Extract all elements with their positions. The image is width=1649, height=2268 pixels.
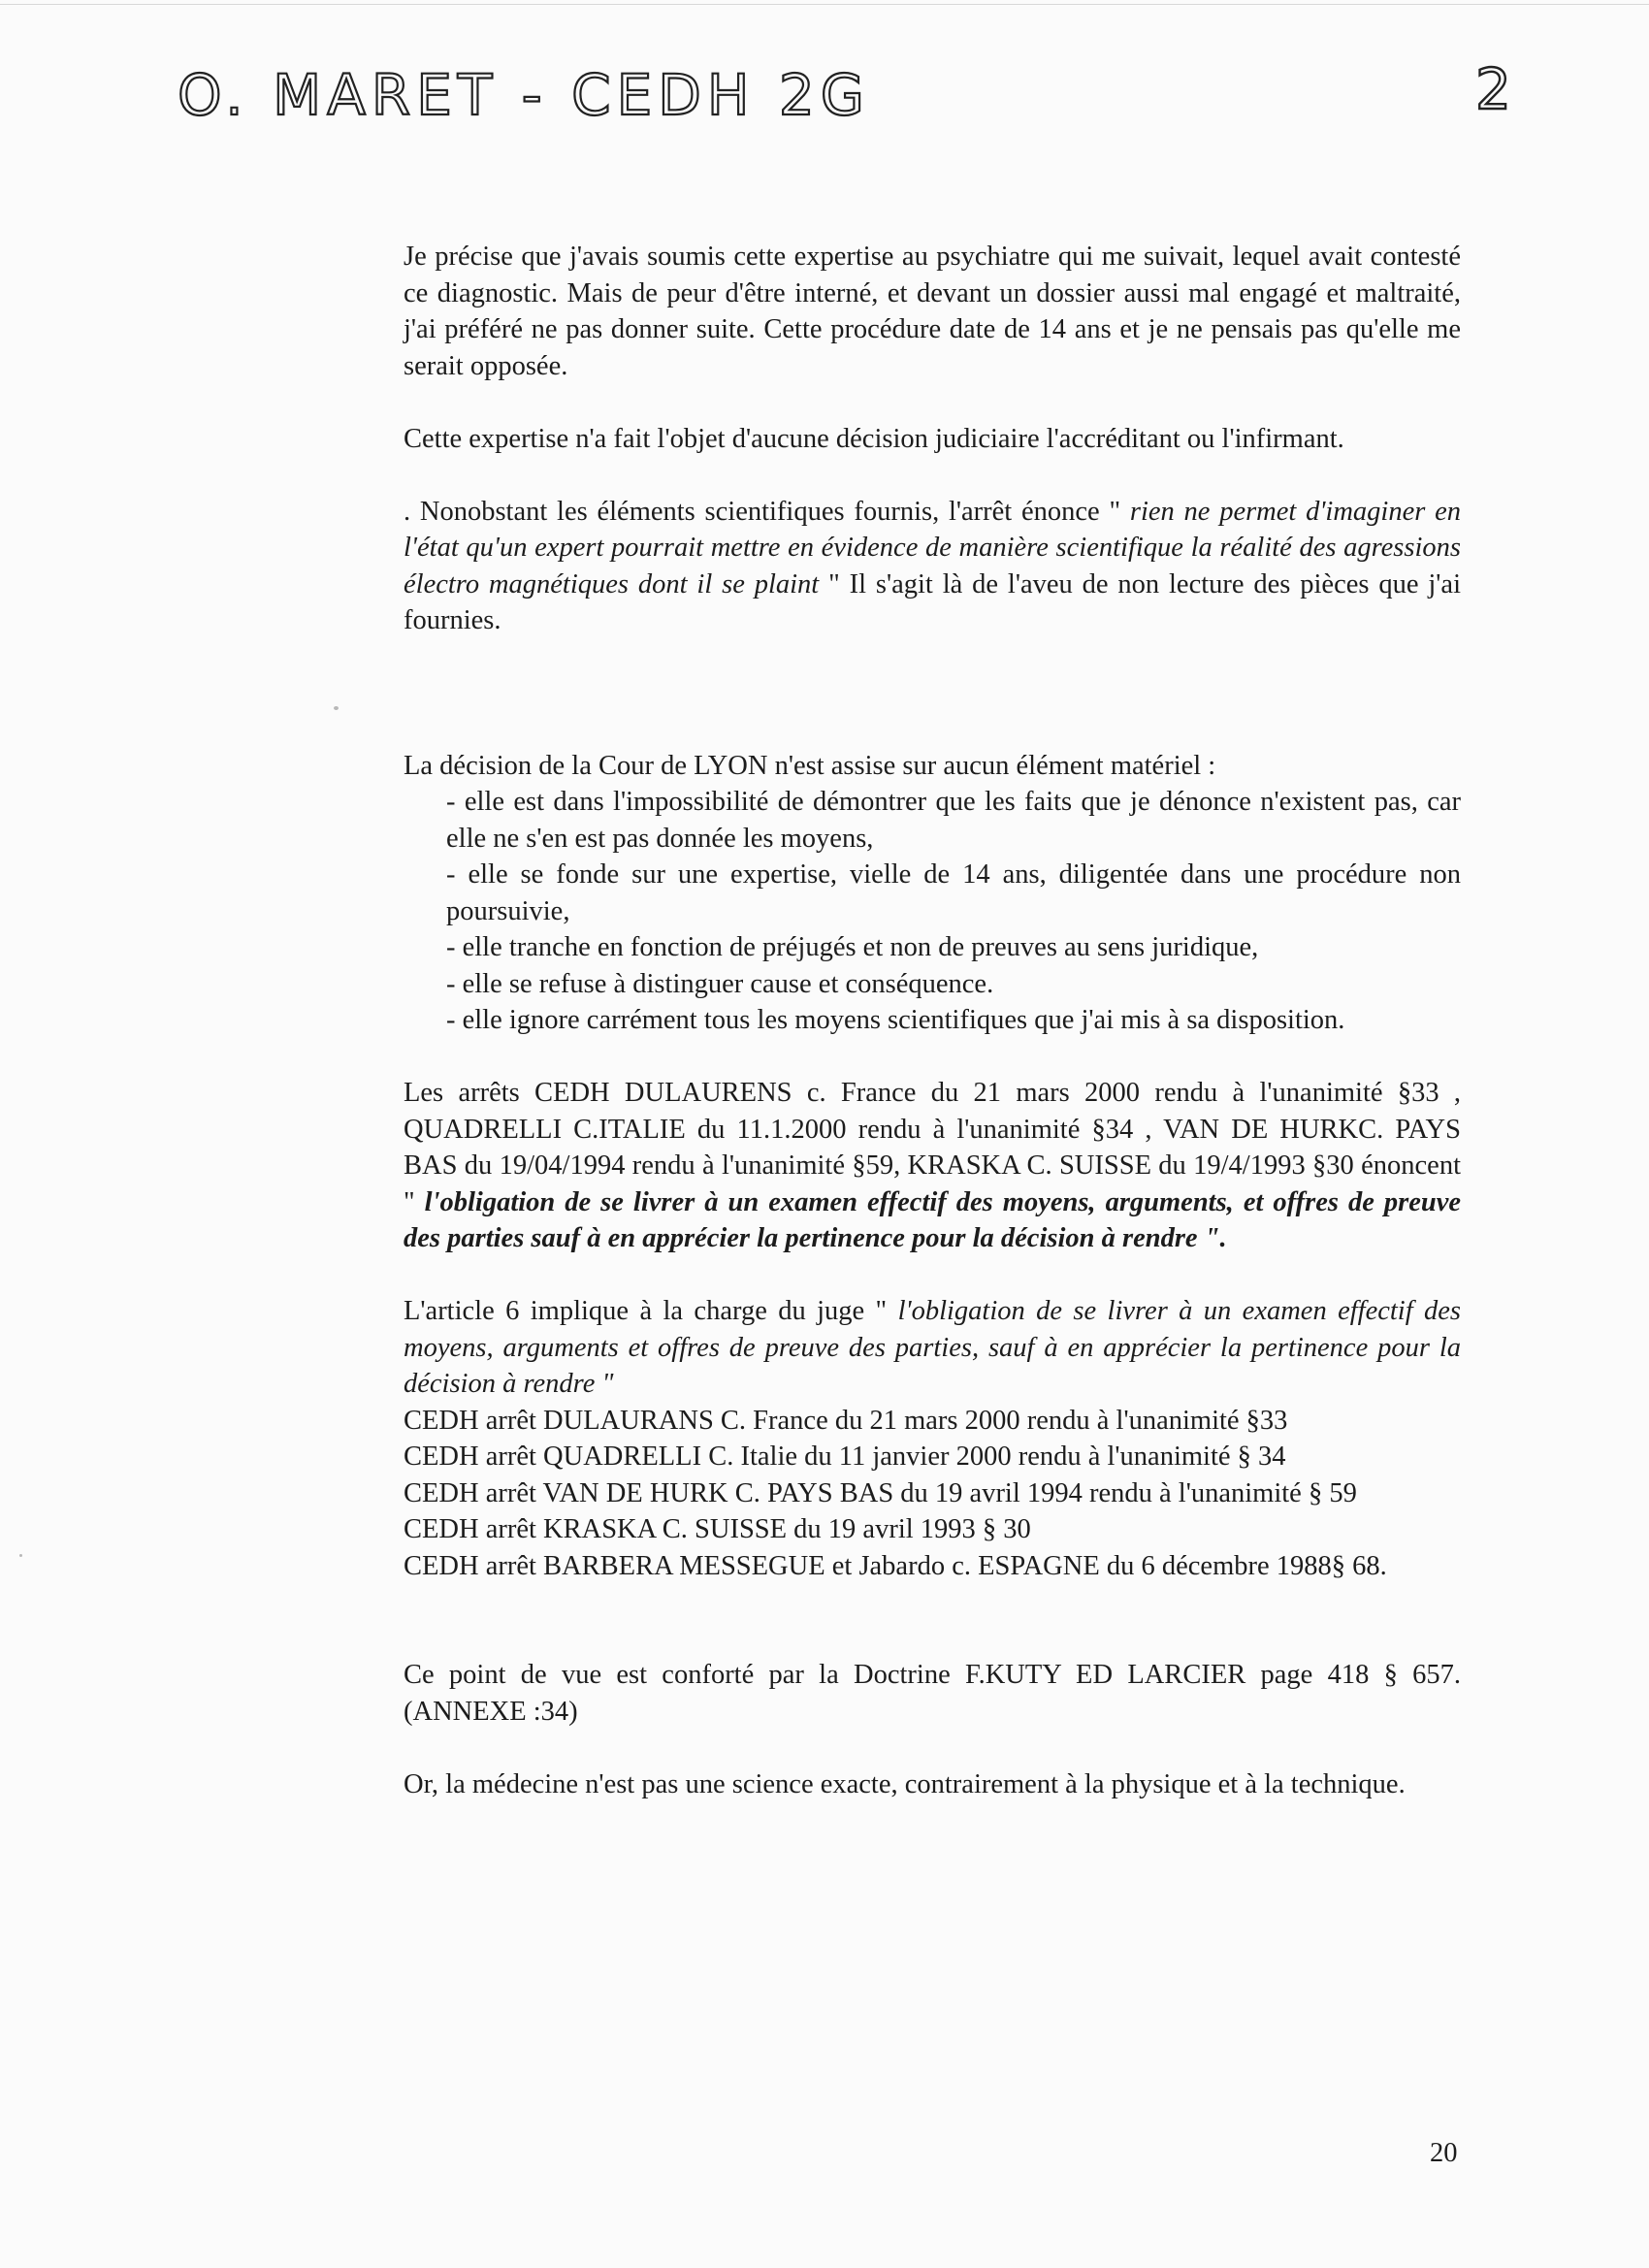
scan-speck [19,1554,22,1557]
article6-end: " [601,1369,614,1399]
scan-speck [334,706,339,710]
handwritten-annotation [170,39,1023,146]
list-item-cause-consequence: - elle se refuse à distinguer cause et conséquence. [446,968,994,999]
nonobstant-end: " Il s'agit là de l'aveu de non lecture des pièces que j'ai fournies. [404,568,1461,635]
article6-start: L'article 6 implique à la charge du juge " [404,1296,888,1326]
paragraph-article-6 [404,1293,1461,1403]
paragraph-medecine: Or, la médecine n'est pas une science exacte, contrairement à la physique et à la technique. [404,1768,1406,1799]
arrets-start: Les arrêts CEDH DULAURENS c. France du 21 mars 2000 rendu à l'unanimité §33 , QUADRELLI C.ITALIE du 11.1.2000 rendu à l'unanimité §34 , VAN DE HURKC. PAYS BAS du 19/04/1994 rendu à l'unanimité §59, KRASKA C. SUISSE du 19/4/1993 §30 énoncent " [404,1078,1461,1217]
list-item-prejuges: - elle tranche en fonction de préjugés et non de preuves au sens juridique, [446,932,1259,962]
nonobstant-start: . Nonobstant les éléments scientifiques fournis, l'arrêt énonce " [404,496,1121,527]
page-number: 20 [1430,2138,1458,2168]
citation-barbera: CEDH arrêt BARBERA MESSEGUE et Jabardo c. ESPAGNE du 6 décembre 1988§ 68. [404,1550,1387,1581]
handwritten-annotation-text: O. MARET - CEDH 2G [178,62,870,128]
paragraph-cour-lyon-intro: La décision de la Cour de LYON n'est assise sur aucun élément matériel : [404,750,1216,781]
arrets-end: ". [1204,1223,1227,1253]
handwritten-corner-mark [1470,49,1547,126]
arrets-quote: l'obligation de se livrer à un examen effectif des moyens, arguments, et offres de preuve des parties sauf à en apprécier la pertinence pour la décision à rendre [404,1186,1461,1253]
paragraph-arrets-cedh [404,1075,1461,1257]
paragraph-expertise-decision: Cette expertise n'a fait l'objet d'aucune décision judiciaire l'accréditant ou l'infirmant. [404,423,1344,454]
nonobstant-quote: rien ne permet d'imaginer en l'état qu'un expert pourrait mettre en évidence de manière scientifique la réalité des agressions électro magnétiques dont il se plaint [404,496,1462,599]
list-item-expertise-vieille: - elle se fonde sur une expertise, vielle de 14 ans, diligentée dans une procédure non poursuivie, [446,859,1461,926]
document-body [404,239,1461,1802]
citation-quadrelli: CEDH arrêt QUADRELLI C. Italie du 11 janvier 2000 rendu à l'unanimité § 34 [404,1442,1286,1472]
corner-mark-text: 2 [1475,56,1511,122]
list-item-moyens-scientifiques: - elle ignore carrément tous les moyens scientifiques que j'ai mis à sa disposition. [446,1005,1345,1035]
citation-dulaurans: CEDH arrêt DULAURANS C. France du 21 mars 2000 rendu à l'unanimité §33 [404,1405,1288,1436]
citation-kraska: CEDH arrêt KRASKA C. SUISSE du 19 avril 1993 § 30 [404,1514,1031,1544]
scan-edge-line [0,4,1649,5]
citation-van-de-hurk: CEDH arrêt VAN DE HURK C. PAYS BAS du 19 avril 1994 rendu à l'unanimité § 59 [404,1477,1357,1508]
paragraph-doctrine: Ce point de vue est conforté par la Doctrine F.KUTY ED LARCIER page 418 § 657. (ANNEXE :34) [404,1660,1461,1727]
article6-quote: l'obligation de se livrer à un examen effectif des moyens, arguments et offres de preuve des parties, sauf à en apprécier la pertinence pour la décision à rendre [404,1296,1461,1399]
paragraph-nonobstant [404,494,1461,639]
paragraph-expertise-psychiatre: Je précise que j'avais soumis cette expertise au psychiatre qui me suivait, lequel avait contesté ce diagnostic. Mais de peur d'être interné, et devant un dossier aussi mal engagé et maltraité, j'ai préféré ne pas donner suite. Cette procédure date de 14 ans et je ne pensais pas qu'elle me serait opposée. [404,242,1461,381]
list-item-impossibilite: - elle est dans l'impossibilité de démontrer que les faits que je dénonce n'existent pas, car elle ne s'en est pas donnée les moyens, [446,787,1461,854]
